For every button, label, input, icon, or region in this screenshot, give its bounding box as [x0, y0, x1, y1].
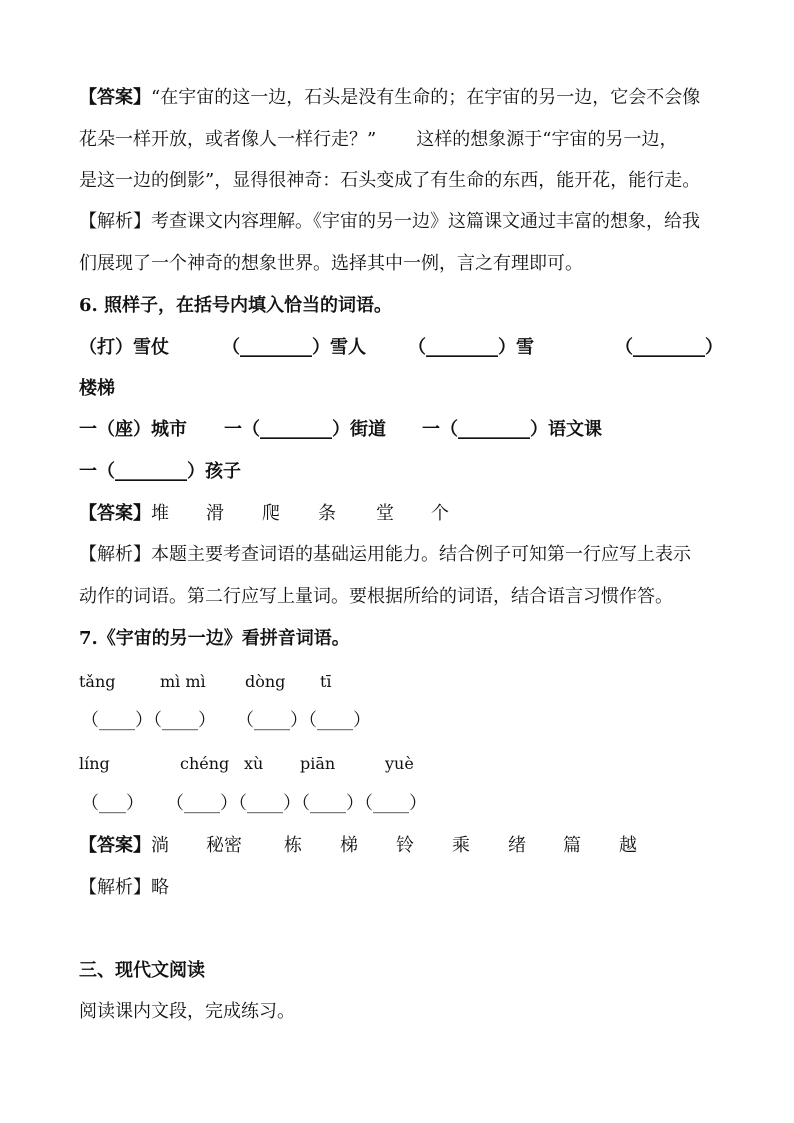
q6-row1-item-4: （________）	[615, 337, 723, 358]
analysis-tag: 【解析】	[79, 544, 151, 565]
q7-pinyin-1: tǎng	[79, 672, 116, 691]
q6-answer-tag: 【答案】	[79, 503, 151, 524]
q7-analysis	[79, 876, 169, 900]
answer-5-line-1	[79, 86, 700, 110]
q7-answer-7: 绪	[508, 835, 526, 856]
q6-row2-item-3: 一（________）语文课	[422, 419, 602, 440]
answer-text: “在宇宙的这一边，石头是没有生命的；在宇宙的另一边，它会不会像	[151, 87, 701, 108]
answer-5-line-2: 花朵一样开放，或者像人一样行走？” 这样的想象源于“宇宙的另一边，	[79, 129, 678, 150]
q6-row1-item-1: （打）雪仗	[79, 337, 169, 358]
q7-answer-tag: 【答案】	[79, 835, 151, 856]
analysis-5-line-1	[79, 210, 700, 234]
q6-row1-item-3: （________）雪	[408, 337, 534, 358]
q6-answer-5: 堂	[376, 503, 394, 524]
q7-pinyin-8: piān	[300, 754, 336, 773]
q7-blanks-3: （___）	[81, 793, 144, 814]
q6-answer-6: 个	[431, 503, 449, 524]
q6-row2-item-1: 一（座）城市	[79, 419, 187, 440]
q7-pinyin-3: dòng	[245, 672, 286, 691]
q7-pinyin-6: chéng	[180, 754, 230, 773]
q6-answer-4: 条	[318, 503, 336, 524]
q7-answer-6: 乘	[452, 835, 470, 856]
q6-answer-1: 堆	[151, 503, 169, 524]
q6-answer-2: 滑	[206, 503, 224, 524]
analysis-text: 略	[151, 877, 169, 898]
analysis-5-line-2: 们展现了一个神奇的想象世界。选择其中一例，言之有理即可。	[79, 253, 583, 274]
q7-blanks-4: （____）（____）（____）（____）	[166, 793, 427, 814]
section-3-title: 三、现代文阅读	[79, 960, 205, 981]
q7-answer-4: 梯	[340, 835, 358, 856]
q7-answer-5: 铃	[396, 835, 414, 856]
q7-blanks-1: （____）（____）	[81, 710, 216, 731]
analysis-text: 考查课文内容理解。《宇宙的另一边》这篇课文通过丰富的想象，给我	[151, 211, 700, 232]
q7-answer-3: 栋	[284, 835, 302, 856]
analysis-text: 本题主要考查词语的基础运用能力。结合例子可知第一行应写上表示	[151, 544, 691, 565]
q6-row2-wrap: 一（________）孩子	[79, 461, 241, 482]
q7-pinyin-7: xù	[244, 754, 264, 773]
q7-pinyin-9: yuè	[385, 754, 414, 773]
q6-analysis-line-1	[79, 543, 691, 567]
answer-tag: 【答案】	[79, 87, 151, 108]
q7-blanks-2: （____）（____）	[236, 710, 371, 731]
q7-pinyin-2: mì mì	[160, 672, 206, 691]
question-6-title: 6. 照样子，在括号内填入恰当的词语。	[79, 295, 393, 316]
section-3-instruction: 阅读课内文段，完成练习。	[79, 1001, 295, 1022]
q7-pinyin-4: tī	[320, 672, 332, 691]
q7-answer-2: 秘密	[206, 835, 242, 856]
q7-answer-1: 淌	[151, 835, 169, 856]
q6-analysis-line-2: 动作的词语。第二行应写上量词。要根据所给的词语，结合语言习惯作答。	[79, 586, 673, 607]
q7-answer-9: 越	[619, 835, 637, 856]
analysis-tag: 【解析】	[79, 211, 151, 232]
q6-row1-wrap: 楼梯	[79, 378, 115, 399]
question-7-title: 7.《宇宙的另一边》看拼音词语。	[79, 628, 350, 649]
analysis-tag: 【解析】	[79, 877, 151, 898]
q6-answer-3: 爬	[262, 503, 280, 524]
q7-answer-8: 篇	[563, 835, 581, 856]
q6-row1-item-2: （________）雪人	[222, 337, 366, 358]
answer-5-line-3: 是这一边的倒影”，显得很神奇：石头变成了有生命的东西，能开花，能行走。	[79, 170, 701, 191]
q6-row2-item-2: 一（________）街道	[224, 419, 386, 440]
q7-pinyin-5: líng	[79, 754, 110, 773]
